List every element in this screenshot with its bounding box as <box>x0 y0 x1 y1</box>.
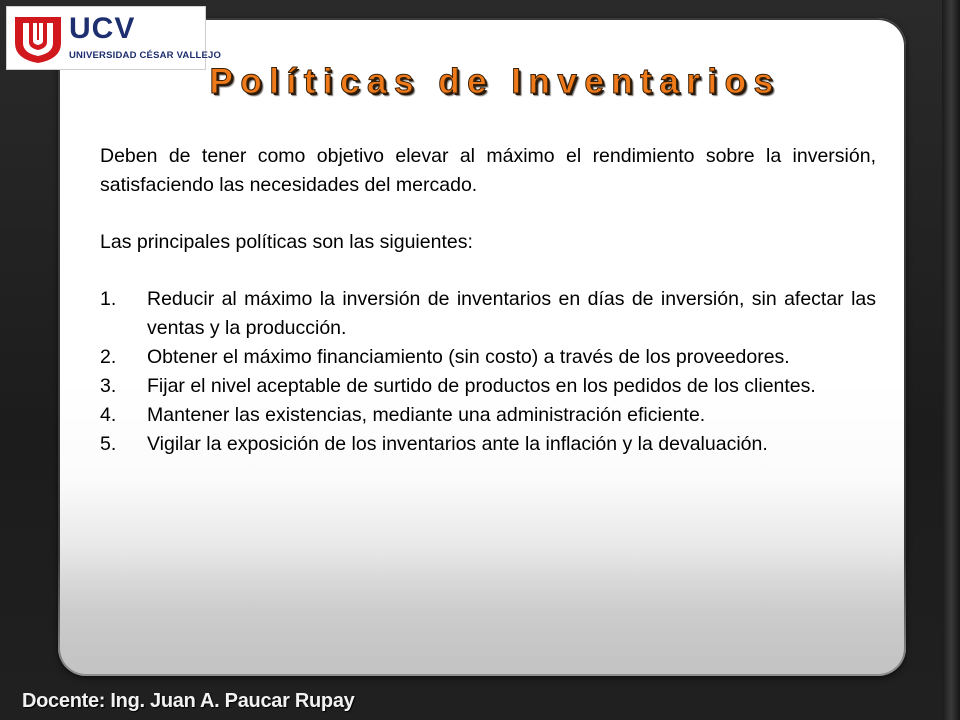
list-item-number: 4. <box>100 404 117 426</box>
list-item <box>100 372 876 401</box>
list-item <box>100 285 876 343</box>
list-item-text: Obtener el máximo financiamiento (sin costo) a través de los proveedores. <box>147 346 790 368</box>
list-item-text: Fijar el nivel aceptable de surtido de productos en los pedidos de los clientes. <box>147 375 816 397</box>
list-item-text: Vigilar la exposición de los inventarios ante la inflación y la devaluación. <box>147 433 768 455</box>
list-item-text: Mantener las existencias, mediante una administración eficiente. <box>147 404 706 426</box>
list-item-number: 1. <box>100 288 117 310</box>
policies-list <box>100 285 876 459</box>
logo-subtitle: UNIVERSIDAD CÉSAR VALLEJO <box>69 50 222 61</box>
list-item-number: 5. <box>100 433 117 455</box>
list-item <box>100 343 876 372</box>
right-edge-stripe <box>942 0 960 720</box>
slide-body <box>100 142 876 459</box>
logo-text: UCV <box>69 12 136 45</box>
panel-sheen <box>58 556 906 676</box>
list-item-number: 3. <box>100 375 117 397</box>
list-item-number: 2. <box>100 346 117 368</box>
docente-footer: Docente: Ing. Juan A. Paucar Rupay <box>22 690 355 712</box>
list-item <box>100 401 876 430</box>
ucv-shield-icon <box>13 13 63 65</box>
intro-paragraph: Deben de tener como objetivo elevar al máximo el rendimiento sobre la inversión, satisfaciendo las necesidades del mercado. <box>100 145 876 196</box>
list-item-text: Reducir al máximo la inversión de inventarios en días de inversión, sin afectar las ventas y la producción. <box>147 288 876 339</box>
slide-title: Políticas de Inventarios <box>209 62 781 101</box>
ucv-logo <box>6 6 222 70</box>
list-item <box>100 430 876 459</box>
list-heading: Las principales políticas son las siguientes: <box>100 231 473 253</box>
